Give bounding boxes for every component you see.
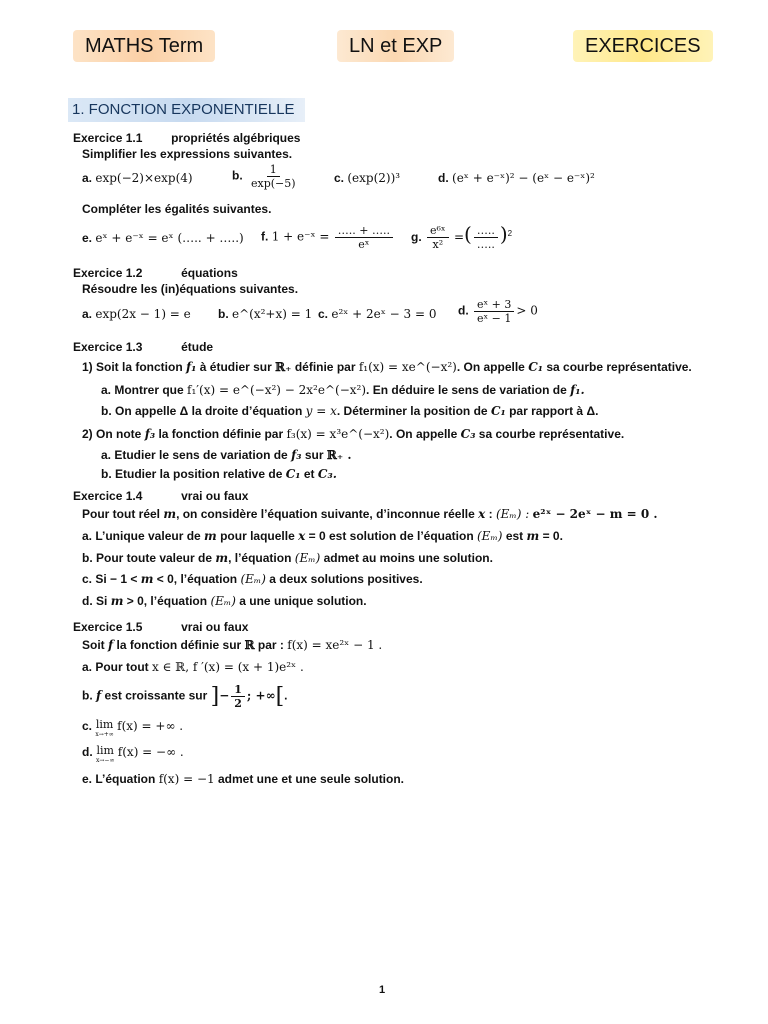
ex11-topic: propriétés algébriques <box>171 131 301 145</box>
ex14-item-d <box>82 593 367 609</box>
ex14-item-a <box>82 528 563 544</box>
item-letter: e. <box>82 231 93 245</box>
m: f(x) = −1 <box>158 772 215 786</box>
exponent: 2 <box>507 229 513 238</box>
ex12-intro: Résoudre les (in)équations suivantes. <box>82 282 299 296</box>
item-letter: b. <box>218 307 229 321</box>
m: f <box>96 688 102 703</box>
lim: lim <box>96 744 114 757</box>
t: . On appelle <box>389 427 458 441</box>
m: y = x <box>305 404 337 418</box>
m: m <box>110 594 124 608</box>
f-lhs: 1 + e⁻ˣ = <box>271 229 330 244</box>
t: définie par <box>294 360 356 374</box>
bracket: [ <box>275 684 285 709</box>
ex12-b-expr: e^(x²+x) = 1 <box>232 307 313 321</box>
m: (Eₘ) : <box>495 507 530 521</box>
m: x <box>298 529 306 543</box>
m: (Eₘ) <box>294 551 321 565</box>
ex14-item-c <box>82 571 423 587</box>
frac-den: ….. <box>476 238 495 252</box>
item-letter: c. <box>318 307 329 321</box>
frac-den: eˣ − 1 <box>477 312 512 325</box>
equals: = <box>453 230 465 244</box>
t: 1) Soit la fonction <box>82 360 183 374</box>
m: f₁′(x) = e^(−x²) − 2x²e^(−x²) <box>187 383 367 397</box>
t: sur <box>304 448 324 462</box>
m: (Eₘ) <box>210 594 236 608</box>
ex11-c-expr: (exp(2))³ <box>347 171 401 185</box>
ex15-intro <box>82 637 382 653</box>
t: admet une et une seule solution. <box>217 772 405 786</box>
t: pour laquelle <box>220 529 295 543</box>
paren-close: ) <box>499 222 508 246</box>
ex13-line-1b <box>101 403 598 419</box>
ex12-topic: équations <box>181 266 238 280</box>
ex12-a-expr: exp(2x − 1) = e <box>95 307 191 321</box>
frac-num: eˣ + 3 <box>474 298 514 312</box>
m: m <box>163 507 177 521</box>
ex13-label: Exercice 1.3 <box>73 340 143 354</box>
ex12-label: Exercice 1.2 <box>73 266 143 280</box>
m: f <box>108 638 114 652</box>
header-type: EXERCICES <box>573 30 713 62</box>
t: b. Pour toute valeur de <box>82 551 213 565</box>
frac-den: 2 <box>234 697 242 710</box>
t: a deux solutions positives. <box>269 572 423 586</box>
t: . On appelle <box>456 360 525 374</box>
t: = 0 est solution de l’équation <box>308 529 474 543</box>
ex13-topic: étude <box>181 340 214 354</box>
t: . <box>284 688 288 703</box>
m: C₃ <box>460 427 476 441</box>
ex15-label: Exercice 1.5 <box>73 620 143 634</box>
ex13-line-2 <box>82 426 624 442</box>
ex11-label: Exercice 1.1 <box>73 131 143 145</box>
m: ℝ <box>244 638 255 652</box>
m: C₁ <box>285 467 301 481</box>
t: c. Si − 1 < <box>82 572 138 586</box>
lim-sub: x→−∞ <box>96 757 115 764</box>
item-letter: d. <box>458 303 469 318</box>
item-letter: a. <box>82 171 93 185</box>
m: C₃. <box>317 467 337 481</box>
t: 2) On note <box>82 427 142 441</box>
m: f(x) = +∞ . <box>117 719 184 733</box>
m: f₁ <box>186 360 197 374</box>
frac-num: 1 <box>267 163 280 177</box>
t: a. Pour tout <box>82 660 149 674</box>
t: a. L’unique valeur de <box>82 529 201 543</box>
ex12-item-c <box>318 307 437 321</box>
item-letter: a. <box>82 307 93 321</box>
t: par rapport à Δ. <box>509 404 599 418</box>
ex15-item-a <box>82 659 304 675</box>
ex11-g-frac <box>427 224 449 251</box>
header-chapter: LN et EXP <box>337 30 454 62</box>
t: est croissante sur <box>104 688 208 703</box>
frac-den: x² <box>432 238 444 252</box>
ex15-b-frac <box>231 683 245 710</box>
t: = 0. <box>542 529 563 543</box>
ex12-d-frac <box>474 298 514 325</box>
t: a. Montrer que <box>101 383 184 397</box>
ex11-d-expr: (eˣ + e⁻ˣ)² − (eˣ − e⁻ˣ)² <box>452 171 595 185</box>
frac-num: 1 <box>231 683 245 697</box>
t: . En déduire le sens de variation de <box>366 383 567 397</box>
t: sa courbe représentative. <box>478 427 625 441</box>
t: à étudier sur <box>199 360 272 374</box>
ex11-f-frac <box>335 224 393 251</box>
t: la fonction définie par <box>158 427 284 441</box>
item-letter: d. <box>438 171 449 185</box>
ex14-item-b <box>82 550 493 566</box>
ex13-line-2b <box>101 466 337 482</box>
ex11-item-a <box>82 171 193 185</box>
ex13-line-2a <box>101 447 352 463</box>
bracket: ] <box>210 684 220 709</box>
t: a. Etudier le sens de variation de <box>101 448 288 462</box>
t: b. Etudier la position relative de <box>101 467 283 481</box>
m: x <box>478 507 486 521</box>
t: a une unique solution. <box>239 594 367 608</box>
m: C₁ <box>490 404 506 418</box>
ex11-item-g <box>411 222 512 251</box>
item-letter: d. <box>82 745 93 759</box>
t: Pour tout réel <box>82 507 161 521</box>
m: m <box>215 551 229 565</box>
m: ; +∞ <box>246 688 276 703</box>
m: ℝ₊ <box>275 360 292 374</box>
t: , l’équation <box>228 551 292 565</box>
m: f(x) = xe²ˣ − 1 . <box>287 638 383 652</box>
m: − <box>219 688 230 703</box>
t: , on considère l’équation suivante, d’inconnue réelle <box>176 507 475 521</box>
ex11-item-c <box>334 171 400 185</box>
ex15-topic: vrai ou faux <box>181 620 249 634</box>
t: admet au moins une solution. <box>323 551 493 565</box>
lim: lim <box>95 718 114 731</box>
limit <box>95 719 113 738</box>
ex14-heading <box>73 488 248 504</box>
t: e. L’équation <box>82 772 156 786</box>
t: et <box>303 467 315 481</box>
m: x ∈ ℝ, f ′(x) = (x + 1)e²ˣ . <box>152 660 304 674</box>
item-letter: c. <box>334 171 345 185</box>
ex12-heading <box>73 265 238 281</box>
ex11-b-frac <box>248 163 299 190</box>
item-letter: g. <box>411 230 422 244</box>
section-title: 1. FONCTION EXPONENTIELLE <box>68 98 305 122</box>
ex11-a-expr: exp(−2)×exp(4) <box>95 171 193 185</box>
ex13-line-1 <box>82 359 692 375</box>
ex13-heading <box>73 339 213 355</box>
ex11-intro2: Compléter les égalités suivantes. <box>82 202 272 216</box>
ex13-line-1a <box>101 382 585 398</box>
frac-num: ….. + ….. <box>335 224 393 238</box>
ex15-item-d <box>82 745 184 764</box>
m: m <box>526 529 540 543</box>
m: f₁(x) = xe^(−x²) <box>358 360 457 374</box>
t: b. On appelle Δ la droite d’équation <box>101 404 303 418</box>
m: m <box>204 529 217 543</box>
ex11-item-b <box>232 163 301 190</box>
ex11-item-d <box>438 171 595 185</box>
t: Soit <box>82 638 105 652</box>
page-number: 1 <box>379 984 386 996</box>
ex11-intro: Simplifier les expressions suivantes. <box>82 147 293 161</box>
t: la fonction définie sur <box>116 638 242 652</box>
ex15-heading <box>73 619 248 635</box>
m: f₃ <box>144 427 156 441</box>
m: f₃(x) = x³e^(−x²) <box>286 427 390 441</box>
frac-num: e⁶ˣ <box>427 224 449 238</box>
item-letter: b. <box>232 168 243 183</box>
paren-open: ( <box>464 222 472 246</box>
m: (Eₘ) <box>477 529 503 543</box>
ex15-item-b <box>82 683 288 710</box>
t: sa courbe représentative. <box>546 360 692 374</box>
ex11-e-expr: eˣ + e⁻ˣ = eˣ (….. + …..) <box>95 231 244 245</box>
m: C₁ <box>528 360 544 374</box>
ex15-item-e <box>82 771 404 787</box>
t: > 0, l’équation <box>126 594 208 608</box>
m: m <box>140 572 154 586</box>
ex14-label: Exercice 1.4 <box>73 489 143 503</box>
t: par : <box>257 638 284 652</box>
ex11-g-rhs-frac <box>474 224 498 251</box>
ex15-item-c <box>82 719 183 738</box>
ex11-heading <box>73 130 300 146</box>
ex14-topic: vrai ou faux <box>181 489 249 503</box>
t: est <box>505 529 524 543</box>
t: d. Si <box>82 594 108 608</box>
ex11-item-e <box>82 231 244 245</box>
m: f(x) = −∞ . <box>117 745 184 759</box>
frac-den: eˣ <box>358 238 370 251</box>
frac-den: exp(−5) <box>251 177 296 190</box>
item-letter: f. <box>261 229 269 244</box>
ex12-c-expr: e²ˣ + 2eˣ − 3 = 0 <box>331 307 437 321</box>
header-subject: MATHS Term <box>73 30 215 62</box>
t: . Déterminer la position de <box>336 404 488 418</box>
item-letter: c. <box>82 719 93 733</box>
t: b. <box>82 688 93 703</box>
m: ℝ₊ . <box>326 448 352 462</box>
t: : <box>488 507 493 521</box>
ex12-item-b <box>218 307 312 321</box>
ex12-item-d <box>458 298 538 325</box>
ex14-intro <box>82 506 658 522</box>
t: < 0, l’équation <box>156 572 238 586</box>
lim-sub: x→+∞ <box>95 731 114 738</box>
m: f₁. <box>570 383 585 397</box>
d-rhs: > 0 <box>516 303 538 318</box>
ex11-item-f <box>261 224 395 251</box>
ex12-item-a <box>82 307 191 321</box>
m: e²ˣ − 2eˣ − m = 0 . <box>532 507 658 521</box>
frac-num: ….. <box>474 224 498 238</box>
m: (Eₘ) <box>240 572 266 586</box>
limit <box>96 745 114 764</box>
m: f₃ <box>291 448 302 462</box>
